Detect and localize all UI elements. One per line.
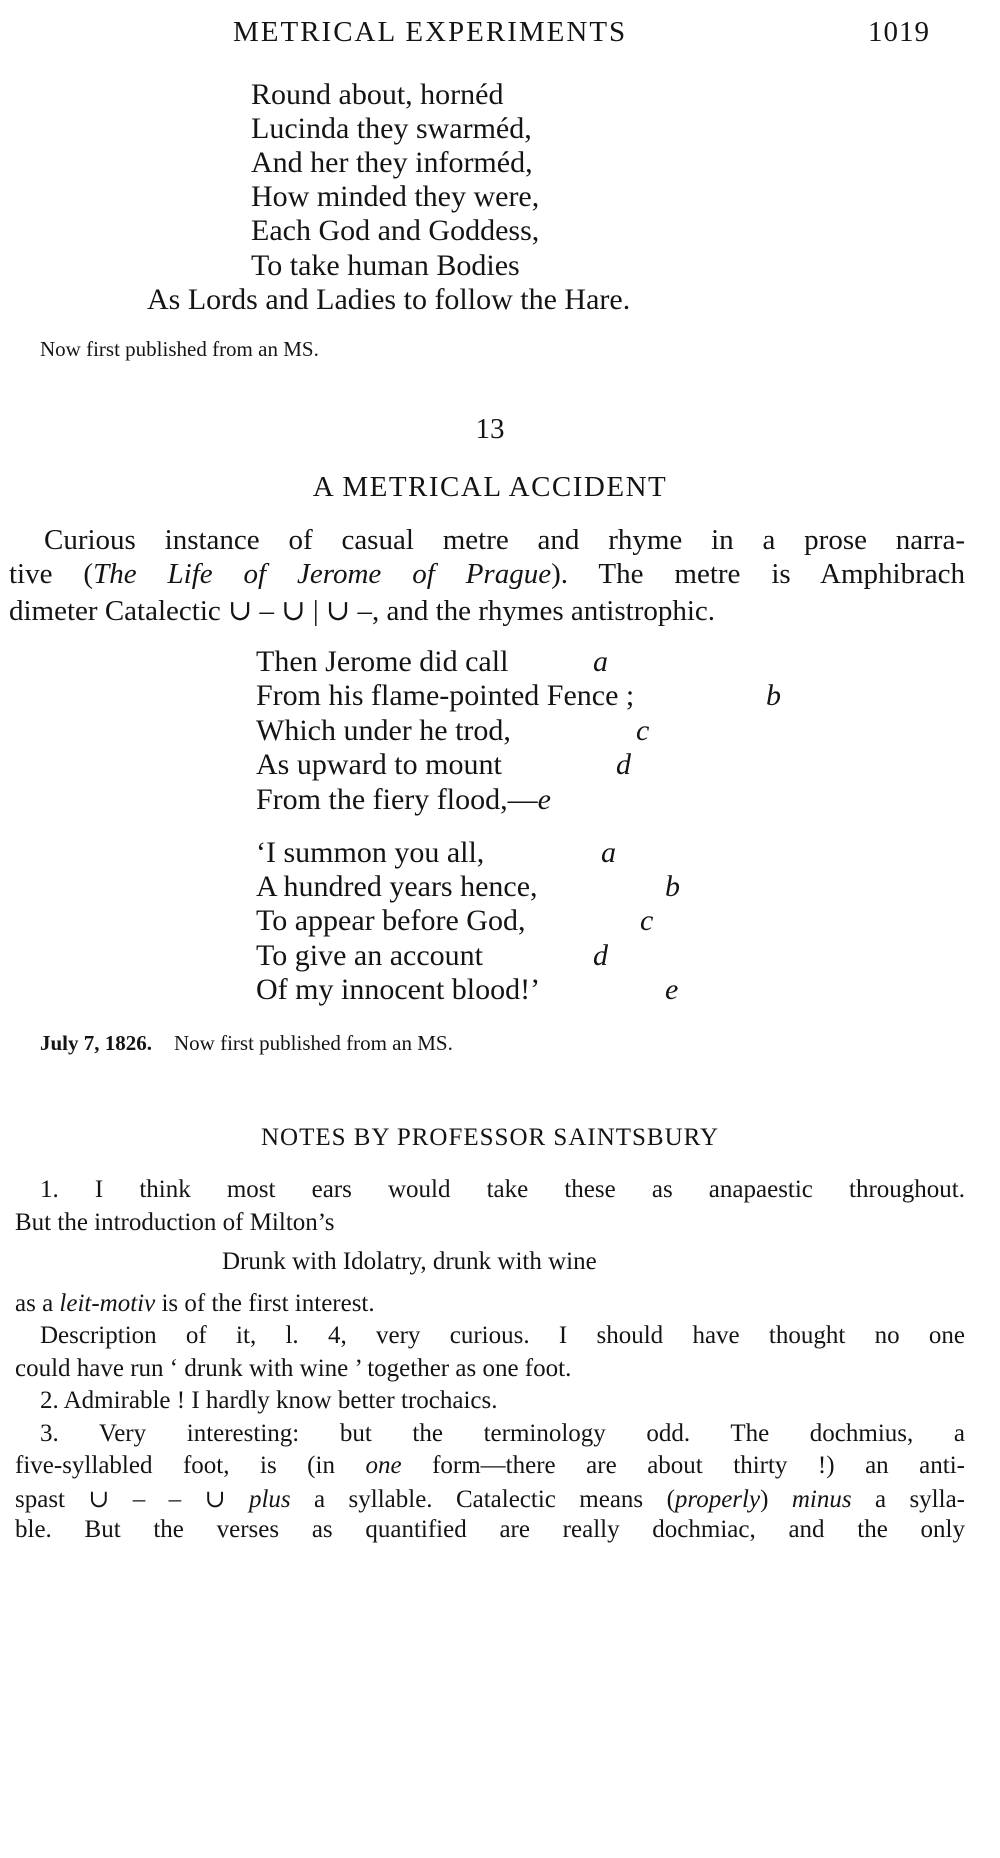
rhyme-letter: a — [593, 645, 608, 678]
verse-line: ‘I summon you all, — [256, 836, 485, 869]
section-title: A METRICAL ACCIDENT — [312, 471, 668, 503]
verse-line: Then Jerome did call — [256, 645, 509, 678]
quoted-line: Drunk with Idolatry, drunk with wine — [222, 1248, 597, 1275]
note-line: ble. But the verses as quantified are really dochmiac, and the only — [15, 1516, 965, 1543]
work-title: The Life of Jerome of Prague — [93, 558, 552, 590]
note-line: 2. Admirable ! I hardly know better trochaics. — [40, 1387, 498, 1414]
note-line: 3. Very interesting: but the terminology odd. The dochmius, a — [40, 1420, 965, 1447]
verse-line: As upward to mount — [256, 748, 502, 781]
running-header-title: METRICAL EXPERIMENTS — [233, 16, 628, 48]
note-line: spast ∪ – – ∪ plus a syllable. Catalectic means (properly) minus a sylla- — [15, 1486, 965, 1513]
verse-line: Of my innocent blood!’ — [256, 973, 541, 1006]
note-line: could have run ‘ drunk with wine ’ together as one foot. — [15, 1355, 572, 1382]
section-number: 13 — [475, 413, 505, 445]
rhyme-letter: e — [665, 973, 679, 1006]
rhyme-letter: e — [537, 783, 551, 816]
publication-note: Now first published from an MS. — [174, 1031, 453, 1055]
verse-line: From his flame-pointed Fence ; — [256, 679, 635, 712]
rhyme-letter: d — [616, 748, 631, 781]
poem-line: Each God and Goddess, — [251, 214, 540, 247]
note-line: Description of it, l. 4, very curious. I should have thought no one — [40, 1322, 965, 1349]
date-line — [40, 1031, 453, 1056]
verse-line: To appear before God, — [256, 904, 526, 937]
rhyme-letter: c — [636, 714, 650, 747]
rhyme-letter: b — [766, 679, 781, 712]
verse-line: To give an account — [256, 939, 483, 972]
note-line: five-syllabled foot, is (in one form—there are about thirty !) an anti- — [15, 1452, 965, 1479]
poem-line: As Lords and Ladies to follow the Hare. — [147, 283, 631, 316]
intro-line: Curious instance of casual metre and rhyme in a prose narra- — [44, 524, 965, 556]
poem-line: Lucinda they swarméd, — [251, 112, 532, 145]
intro-line: tive (The Life of Jerome of Prague). The metre is Amphibrach — [9, 558, 965, 590]
note-line: as a leit-motiv is of the first interest. — [15, 1290, 375, 1317]
poem-line: To take human Bodies — [251, 249, 520, 282]
page-number: 1019 — [868, 16, 930, 48]
intro-line: dimeter Catalectic ∪ – ∪ | ∪ –, and the rhymes antistrophic. — [9, 595, 716, 627]
rhyme-letter: a — [601, 836, 616, 869]
poem-line: Round about, hornéd — [251, 78, 504, 111]
note-line: But the introduction of Milton’s — [15, 1209, 335, 1236]
rhyme-letter: b — [665, 870, 680, 903]
poem-line: And her they informéd, — [251, 146, 533, 179]
verse-line: A hundred years hence, — [256, 870, 538, 903]
rhyme-letter: d — [593, 939, 608, 972]
publication-note: Now first published from an MS. — [40, 337, 319, 361]
notes-title: NOTES BY PROFESSOR SAINTSBURY — [260, 1124, 720, 1151]
verse-line: Which under he trod, — [256, 714, 511, 747]
date: July 7, 1826. — [40, 1031, 153, 1055]
poem-line: How minded they were, — [251, 180, 540, 213]
rhyme-letter: c — [640, 904, 654, 937]
note-line: 1. I think most ears would take these as anapaestic throughout. — [40, 1176, 965, 1203]
verse-line: From the fiery flood,—e — [256, 783, 551, 816]
